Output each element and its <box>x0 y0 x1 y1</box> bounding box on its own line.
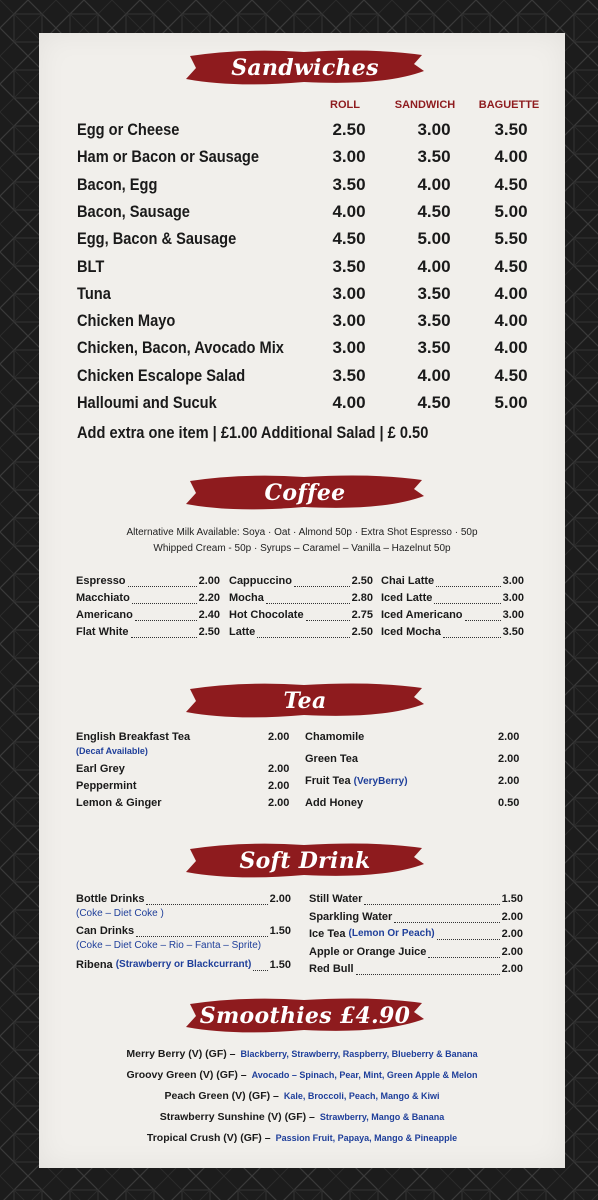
baguette-price: 4.00 <box>494 338 528 358</box>
soft-drink-name: Can Drinks <box>76 925 135 937</box>
coffee-note-syrups: Whipped Cream - 50p · Syrups – Caramel – Vanilla – Hazelnut 50p <box>153 543 451 554</box>
smoothie-name: Groovy Green (V) (GF) – <box>126 1069 247 1081</box>
tea-name: English Breakfast Tea <box>76 731 191 743</box>
soft-drink-item <box>309 946 523 962</box>
roll-price: 3.50 <box>332 256 366 276</box>
tea-name: Lemon & Ginger <box>76 797 162 809</box>
baguette-price: 4.00 <box>494 283 528 303</box>
sandwich-price: 5.00 <box>417 229 451 249</box>
coffee-name: Iced Americano <box>381 609 463 621</box>
column-header-baguette: BAGUETTE <box>478 99 540 111</box>
soft-drink-item <box>309 963 523 979</box>
coffee-item <box>76 609 220 625</box>
coffee-item <box>76 575 220 591</box>
coffee-item <box>76 626 220 642</box>
roll-price: 4.00 <box>332 393 366 412</box>
smoothie-item <box>39 1048 565 1060</box>
coffee-name: Flat White <box>76 626 129 638</box>
baguette-price: 4.50 <box>494 365 528 385</box>
tea-item <box>76 780 292 792</box>
coffee-price: 3.50 <box>502 626 524 638</box>
sandwiches-title: Sandwiches <box>231 55 379 81</box>
smoothie-name: Merry Berry (V) (GF) – <box>126 1048 236 1060</box>
sandwich-row <box>77 175 547 201</box>
roll-price: 3.50 <box>332 365 366 385</box>
dot-leader <box>135 609 197 621</box>
sandwich-price: 4.00 <box>417 256 451 276</box>
roll-price: 3.00 <box>332 147 366 167</box>
sandwich-row <box>77 338 547 364</box>
dot-leader <box>136 925 268 937</box>
coffee-name: Iced Latte <box>381 592 433 604</box>
soft-drink-item <box>309 928 523 944</box>
tea-price: 2.00 <box>268 763 290 775</box>
dot-leader <box>294 575 350 587</box>
coffee-name: Cappuccino <box>229 575 292 587</box>
soft-drink-name: Bottle Drinks <box>76 893 145 905</box>
coffee-price: 2.50 <box>351 626 373 638</box>
soft-drink-price: 2.00 <box>501 910 523 923</box>
smoothie-name: Strawberry Sunshine (V) (GF) – <box>159 1111 315 1123</box>
soft-drink-item <box>309 911 523 927</box>
smoothie-name: Tropical Crush (V) (GF) – <box>146 1132 271 1144</box>
dot-leader <box>306 609 350 621</box>
sandwich-name: Tuna <box>77 283 111 303</box>
soft-drink-name: Ribena <box>76 959 113 971</box>
column-header-roll: ROLL <box>330 99 360 111</box>
coffee-item <box>229 609 373 625</box>
tea-item <box>305 797 521 809</box>
sandwich-price: 3.50 <box>417 311 451 331</box>
coffee-price: 3.00 <box>502 575 524 587</box>
coffee-price: 2.20 <box>198 592 220 604</box>
tea-item <box>305 753 521 765</box>
coffee-name: Chai Latte <box>381 575 435 587</box>
tea-banner <box>184 679 426 723</box>
baguette-price: 5.50 <box>494 229 528 249</box>
soft-drink-price: 1.50 <box>269 925 291 937</box>
smoothie-item <box>39 1090 565 1102</box>
sandwich-name: Egg or Cheese <box>77 120 180 139</box>
tea-price: 2.00 <box>268 731 290 743</box>
soft-drink-subnote: (Coke – Diet Coke – Rio – Fanta – Sprite) <box>76 940 262 951</box>
dot-leader <box>394 911 499 923</box>
smoothie-item <box>39 1132 565 1144</box>
dot-leader <box>257 626 349 638</box>
roll-price: 3.50 <box>332 174 366 194</box>
soft-drink-item <box>76 893 291 909</box>
sandwiches-banner <box>184 46 426 90</box>
soft-drink-name: Red Bull <box>309 963 354 975</box>
soft-drink-item <box>76 925 291 941</box>
soft-drink-banner <box>184 839 426 883</box>
dot-leader <box>428 946 499 958</box>
tea-item <box>305 775 521 787</box>
soft-drink-price: 2.00 <box>501 963 523 975</box>
roll-price: 2.50 <box>332 120 366 139</box>
sandwich-price: 3.50 <box>417 338 451 358</box>
sandwich-row <box>77 257 547 283</box>
coffee-name: Espresso <box>76 575 126 587</box>
smoothies-banner <box>184 994 426 1038</box>
sandwich-row <box>77 393 547 419</box>
soft-drink-price: 1.50 <box>501 893 523 905</box>
tea-price: 2.00 <box>268 797 290 809</box>
sandwich-row <box>77 120 547 146</box>
sandwich-price: 3.00 <box>417 120 451 139</box>
coffee-price: 2.00 <box>198 575 220 587</box>
extras-line: Add extra one item | £1.00 Additional Salad | £ 0.50 <box>77 423 429 442</box>
coffee-item <box>229 592 373 608</box>
sandwich-row <box>77 147 547 173</box>
dot-leader <box>146 893 267 905</box>
coffee-name: Americano <box>76 609 133 621</box>
tea-price: 2.00 <box>498 753 520 765</box>
roll-price: 3.00 <box>332 311 366 331</box>
tea-price: 0.50 <box>498 797 520 809</box>
dot-leader <box>253 959 267 971</box>
coffee-price: 2.50 <box>198 626 220 638</box>
smoothie-name: Peach Green (V) (GF) – <box>164 1090 279 1102</box>
soft-drink-item <box>76 959 291 975</box>
soft-drink-subnote: (Coke – Diet Coke ) <box>76 908 164 919</box>
sandwich-row <box>77 284 547 310</box>
dot-leader <box>443 626 501 638</box>
tea-title: Tea <box>283 688 327 714</box>
dot-leader <box>132 592 197 604</box>
tea-price: 2.00 <box>268 780 290 792</box>
baguette-price: 3.50 <box>494 120 528 139</box>
sandwich-price: 4.50 <box>417 393 451 412</box>
sandwich-name: Halloumi and Sucuk <box>77 393 217 412</box>
dot-leader <box>364 893 499 905</box>
sandwich-price: 4.00 <box>417 174 451 194</box>
coffee-name: Iced Mocha <box>381 626 441 638</box>
baguette-price: 4.50 <box>494 256 528 276</box>
tea-note: (VeryBerry) <box>353 776 408 787</box>
tea-name: Add Honey <box>305 797 364 809</box>
soft-drink-price: 2.00 <box>501 945 523 958</box>
sandwich-name: Chicken, Bacon, Avocado Mix <box>77 338 284 358</box>
sandwich-name: Egg, Bacon & Sausage <box>77 229 237 249</box>
tea-item <box>76 763 292 775</box>
smoothies-title: Smoothies £4.90 <box>199 1003 411 1029</box>
tea-name: Earl Grey <box>76 763 125 775</box>
coffee-item <box>381 609 524 625</box>
dot-leader <box>465 609 501 621</box>
coffee-name: Hot Chocolate <box>229 609 304 621</box>
smoothie-item <box>39 1111 565 1123</box>
sandwich-row <box>77 366 547 392</box>
soft-drink-name: Ice Tea <box>309 928 346 940</box>
sandwich-row <box>77 202 547 228</box>
coffee-price: 2.75 <box>351 609 373 621</box>
coffee-title: Coffee <box>264 480 346 506</box>
soft-drink-item <box>309 893 523 909</box>
tea-name: Green Tea <box>305 753 358 765</box>
smoothie-ingredients: Blackberry, Strawberry, Raspberry, Blueberry & Banana <box>240 1049 478 1059</box>
tea-price: 2.00 <box>498 775 520 787</box>
coffee-item <box>381 626 524 642</box>
menu-card <box>39 33 565 1168</box>
baguette-price: 5.00 <box>494 393 528 412</box>
soft-drink-name: Sparkling Water <box>309 910 393 923</box>
smoothie-ingredients: Passion Fruit, Papaya, Mango & Pineapple <box>275 1133 458 1143</box>
sandwich-price: 4.50 <box>417 201 451 221</box>
tea-name: Peppermint <box>76 780 137 792</box>
roll-price: 3.00 <box>332 338 366 358</box>
smoothie-ingredients: Kale, Broccoli, Peach, Mango & Kiwi <box>283 1091 440 1101</box>
coffee-note-milk: Alternative Milk Available: Soya · Oat · Almond 50p · Extra Shot Espresso · 50p <box>126 527 478 538</box>
sandwich-name: Bacon, Egg <box>77 174 158 194</box>
soft-drink-note: (Lemon Or Peach) <box>348 928 435 939</box>
dot-leader <box>266 592 350 604</box>
soft-drink-price: 2.00 <box>269 893 291 905</box>
sandwich-name: BLT <box>77 256 105 276</box>
coffee-item <box>381 592 524 608</box>
smoothie-item <box>39 1069 565 1081</box>
baguette-price: 4.00 <box>494 147 528 167</box>
sandwich-name: Chicken Escalope Salad <box>77 365 246 385</box>
sandwich-row <box>77 311 547 337</box>
sandwich-price: 3.50 <box>417 147 451 167</box>
tea-subnote: (Decaf Available) <box>76 746 148 756</box>
baguette-price: 4.50 <box>494 174 528 194</box>
sandwich-name: Chicken Mayo <box>77 311 176 331</box>
sandwich-price: 3.50 <box>417 283 451 303</box>
coffee-item <box>229 575 373 591</box>
roll-price: 3.00 <box>332 283 366 303</box>
roll-price: 4.50 <box>332 229 366 249</box>
coffee-name: Latte <box>229 626 256 638</box>
coffee-name: Mocha <box>229 592 264 604</box>
dot-leader <box>434 592 500 604</box>
dot-leader <box>436 575 500 587</box>
tea-name: Fruit Tea <box>305 775 351 787</box>
baguette-price: 4.00 <box>494 311 528 331</box>
dot-leader <box>437 928 500 940</box>
dot-leader <box>356 963 500 975</box>
tea-item <box>76 797 292 809</box>
coffee-price: 2.50 <box>351 575 373 587</box>
coffee-banner <box>184 471 426 515</box>
coffee-name: Macchiato <box>76 592 130 604</box>
sandwich-row <box>77 229 547 255</box>
sandwich-price: 4.00 <box>417 365 451 385</box>
coffee-price: 3.00 <box>502 592 524 604</box>
soft-drink-name: Apple or Orange Juice <box>309 945 427 958</box>
soft-drink-title: Soft Drink <box>239 848 371 874</box>
soft-drink-price: 2.00 <box>501 928 523 940</box>
soft-drink-price: 1.50 <box>269 959 291 971</box>
coffee-price: 3.00 <box>502 609 524 621</box>
tea-item <box>76 731 292 743</box>
smoothie-ingredients: Avocado – Spinach, Pear, Mint, Green Apple & Melon <box>251 1070 478 1080</box>
tea-name: Chamomile <box>305 731 365 743</box>
smoothie-ingredients: Strawberry, Mango & Banana <box>319 1112 445 1122</box>
sandwich-name: Ham or Bacon or Sausage <box>77 147 259 167</box>
coffee-item <box>381 575 524 591</box>
coffee-price: 2.80 <box>351 592 373 604</box>
roll-price: 4.00 <box>332 201 366 221</box>
coffee-item <box>76 592 220 608</box>
soft-drink-note: (Strawberry or Blackcurrant) <box>115 959 252 970</box>
sandwich-name: Bacon, Sausage <box>77 201 190 221</box>
coffee-item <box>229 626 373 642</box>
tea-price: 2.00 <box>498 731 520 743</box>
soft-drink-name: Still Water <box>309 893 363 905</box>
column-header-sandwich: SANDWICH <box>394 99 456 111</box>
dot-leader <box>131 626 197 638</box>
tea-item <box>305 731 521 743</box>
dot-leader <box>128 575 197 587</box>
baguette-price: 5.00 <box>494 201 528 221</box>
coffee-price: 2.40 <box>198 609 220 621</box>
